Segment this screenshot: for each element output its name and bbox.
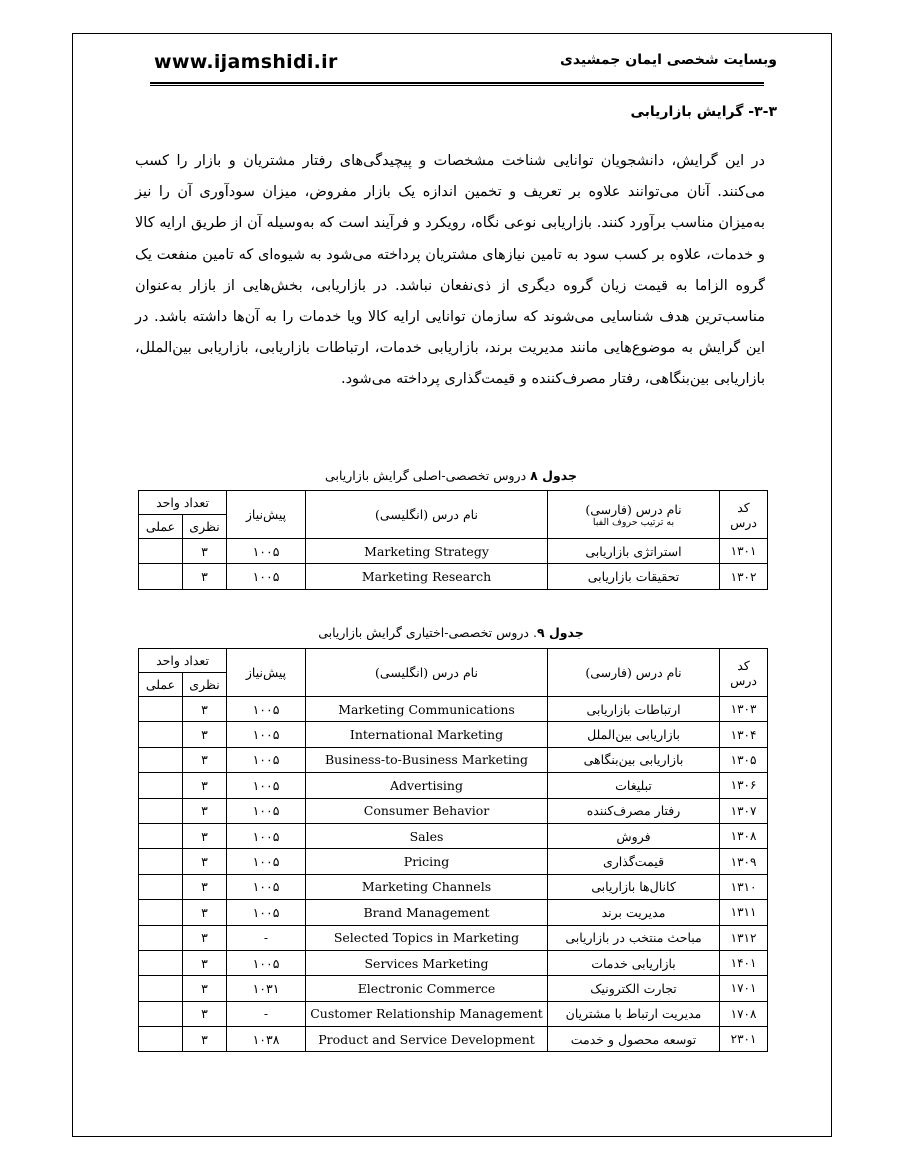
course-prereq: ۱۰۰۵ bbox=[227, 798, 306, 823]
course-name-fa: بازاریابی بین‌الملل bbox=[548, 722, 720, 747]
course-prereq: - bbox=[227, 925, 306, 950]
table8-body bbox=[139, 539, 768, 590]
course-practical-units bbox=[139, 798, 183, 823]
course-prereq: ۱۰۳۱ bbox=[227, 976, 306, 1001]
course-prereq: ۱۰۰۵ bbox=[227, 950, 306, 975]
header-name-fa bbox=[548, 491, 720, 539]
table-row bbox=[139, 773, 768, 798]
header-name-en: نام درس (انگلیسی) bbox=[306, 649, 548, 697]
course-prereq: ۱۰۰۵ bbox=[227, 747, 306, 772]
course-name-fa: تجارت الکترونیک bbox=[548, 976, 720, 1001]
course-prereq: ۱۰۰۵ bbox=[227, 722, 306, 747]
course-code: ۱۳۰۵ bbox=[720, 747, 768, 772]
header-code-line2: درس bbox=[730, 672, 757, 688]
course-prereq: ۱۰۰۵ bbox=[227, 849, 306, 874]
course-practical-units bbox=[139, 539, 183, 564]
course-name-fa: ارتباطات بازاریابی bbox=[548, 697, 720, 722]
header-units: تعداد واحد bbox=[139, 649, 227, 673]
course-theory-units: ۳ bbox=[183, 1001, 227, 1026]
section-heading: ۳-۳- گرایش بازاریابی bbox=[630, 104, 777, 120]
header-code-line1: کد bbox=[737, 499, 750, 515]
course-name-en: Pricing bbox=[306, 849, 548, 874]
course-name-en: Marketing Channels bbox=[306, 874, 548, 899]
course-prereq: - bbox=[227, 1001, 306, 1026]
header-prereq: پیش‌نیاز bbox=[227, 491, 306, 539]
course-theory-units: ۳ bbox=[183, 697, 227, 722]
header-practical: عملی bbox=[139, 515, 183, 539]
course-name-fa: تبلیغات bbox=[548, 773, 720, 798]
course-code: ۱۳۱۰ bbox=[720, 874, 768, 899]
header-code bbox=[720, 649, 768, 697]
header-name-fa: نام درس (فارسی) bbox=[548, 649, 720, 697]
course-theory-units: ۳ bbox=[183, 925, 227, 950]
course-name-fa: تحقیقات بازاریابی bbox=[548, 564, 720, 589]
table8 bbox=[138, 490, 768, 590]
table-row bbox=[139, 900, 768, 925]
course-code: ۲۳۰۱ bbox=[720, 1027, 768, 1052]
course-name-en: Business-to-Business Marketing bbox=[306, 747, 548, 772]
course-name-fa: رفتار مصرف‌کننده bbox=[548, 798, 720, 823]
course-practical-units bbox=[139, 722, 183, 747]
table-row bbox=[139, 722, 768, 747]
course-name-fa: مباحث منتخب در بازاریابی bbox=[548, 925, 720, 950]
course-prereq: ۱۰۰۵ bbox=[227, 773, 306, 798]
course-practical-units bbox=[139, 697, 183, 722]
table9-caption bbox=[136, 625, 766, 640]
table8-caption bbox=[136, 468, 766, 483]
course-practical-units bbox=[139, 773, 183, 798]
course-theory-units: ۳ bbox=[183, 1027, 227, 1052]
header-code-line1: کد bbox=[737, 657, 750, 673]
course-name-en: Marketing Communications bbox=[306, 697, 548, 722]
course-code: ۱۴۰۱ bbox=[720, 950, 768, 975]
course-practical-units bbox=[139, 976, 183, 1001]
table-row bbox=[139, 925, 768, 950]
course-name-en: Electronic Commerce bbox=[306, 976, 548, 1001]
course-theory-units: ۳ bbox=[183, 539, 227, 564]
course-name-en: Product and Service Development bbox=[306, 1027, 548, 1052]
table-row bbox=[139, 747, 768, 772]
table-row bbox=[139, 1027, 768, 1052]
table-row bbox=[139, 950, 768, 975]
course-name-en: Customer Relationship Management bbox=[306, 1001, 548, 1026]
header-practical: عملی bbox=[139, 673, 183, 697]
course-practical-units bbox=[139, 747, 183, 772]
table-row bbox=[139, 823, 768, 848]
course-name-en: Brand Management bbox=[306, 900, 548, 925]
course-code: ۱۳۱۲ bbox=[720, 925, 768, 950]
table-row bbox=[139, 697, 768, 722]
header-rule bbox=[150, 82, 764, 84]
course-practical-units bbox=[139, 849, 183, 874]
course-code: ۱۳۰۲ bbox=[720, 564, 768, 589]
course-name-fa: بازاریابی خدمات bbox=[548, 950, 720, 975]
course-practical-units bbox=[139, 1001, 183, 1026]
course-practical-units bbox=[139, 900, 183, 925]
header-rule-thin bbox=[150, 85, 764, 86]
course-theory-units: ۳ bbox=[183, 747, 227, 772]
course-code: ۱۳۰۴ bbox=[720, 722, 768, 747]
course-code: ۱۳۰۱ bbox=[720, 539, 768, 564]
course-practical-units bbox=[139, 564, 183, 589]
course-code: ۱۳۰۷ bbox=[720, 798, 768, 823]
course-prereq: ۱۰۰۵ bbox=[227, 900, 306, 925]
course-name-fa: فروش bbox=[548, 823, 720, 848]
table9-body bbox=[139, 697, 768, 1052]
course-theory-units: ۳ bbox=[183, 976, 227, 1001]
header-code bbox=[720, 491, 768, 539]
course-name-en: Marketing Research bbox=[306, 564, 548, 589]
course-name-en: International Marketing bbox=[306, 722, 548, 747]
course-prereq: ۱۰۰۵ bbox=[227, 874, 306, 899]
header-name-fa-label: نام درس (فارسی) bbox=[585, 501, 682, 517]
course-code: ۱۳۰۸ bbox=[720, 823, 768, 848]
header-code-line2: درس bbox=[730, 514, 757, 530]
course-practical-units bbox=[139, 1027, 183, 1052]
course-theory-units: ۳ bbox=[183, 849, 227, 874]
header-site-name: وبسایت شخصی ایمان جمشیدی bbox=[560, 52, 777, 68]
course-theory-units: ۳ bbox=[183, 823, 227, 848]
table9 bbox=[138, 648, 768, 1052]
course-practical-units bbox=[139, 925, 183, 950]
table9-caption-text: . دروس تخصصی-اختیاری گرایش بازاریابی bbox=[318, 625, 537, 640]
course-theory-units: ۳ bbox=[183, 564, 227, 589]
course-name-fa: مدیریت برند bbox=[548, 900, 720, 925]
course-code: ۱۷۰۸ bbox=[720, 1001, 768, 1026]
course-name-fa: توسعه محصول و خدمت bbox=[548, 1027, 720, 1052]
course-name-en: Services Marketing bbox=[306, 950, 548, 975]
course-code: ۱۳۰۹ bbox=[720, 849, 768, 874]
course-theory-units: ۳ bbox=[183, 773, 227, 798]
header-prereq: پیش‌نیاز bbox=[227, 649, 306, 697]
table-row bbox=[139, 1001, 768, 1026]
course-name-fa: بازاریابی بین‌بنگاهی bbox=[548, 747, 720, 772]
table-row bbox=[139, 976, 768, 1001]
course-theory-units: ۳ bbox=[183, 950, 227, 975]
course-practical-units bbox=[139, 874, 183, 899]
table-row bbox=[139, 798, 768, 823]
course-practical-units bbox=[139, 823, 183, 848]
course-name-fa: قیمت‌گذاری bbox=[548, 849, 720, 874]
course-name-fa: کانال‌ها بازاریابی bbox=[548, 874, 720, 899]
course-prereq: ۱۰۰۵ bbox=[227, 697, 306, 722]
course-name-en: Sales bbox=[306, 823, 548, 848]
section-paragraph: در این گرایش، دانشجویان توانایی شناخت مشخصات و پیچیدگی‌های رفتار مشتریان و بازار را کسب می‌کنند. آنان می‌توانند علاوه بر تعریف و تخمین اندازه یک بازار مفروض، میزان سودآوری آن را نیز به‌میزان مناسب برآورد کنند. بازاریابی نوعی نگاه، رویکرد و فرآیند است که به‌وسیله آن از طریق ارایه کالا و خدمات، علاوه بر کسب سود به تامین نیازهای مشتریان پرداخته می‌شود به شیوه‌ای که تامین منفعت یک گروه الزاما به قیمت زیان گروه دیگری از ذی‌نفعان نباشد. در بازاریابی، بخش‌هایی از بازار به‌عنوان مناسب‌ترین هدف شناسایی می‌شوند که سازمان توانایی ارایه کالا ویا خدمات را به آن‌ها داشته باشد. در این گرایش به موضوع‌هایی مانند مدیریت برند، بازاریابی خدمات، ارتباطات بازاریابی، بازاریابی بین‌الملل، بازاریابی بین‌بنگاهی، رفتار مصرف‌کننده و قیمت‌گذاری پرداخته می‌شود. bbox=[135, 153, 765, 388]
header-theory: نظری bbox=[183, 673, 227, 697]
course-name-en: Marketing Strategy bbox=[306, 539, 548, 564]
course-name-fa: استراتژی بازاریابی bbox=[548, 539, 720, 564]
table-row bbox=[139, 849, 768, 874]
header-name-fa-sub: به ترتیب حروف الفبا bbox=[592, 516, 675, 528]
course-name-fa: مدیریت ارتباط با مشتریان bbox=[548, 1001, 720, 1026]
course-prereq: ۱۰۰۵ bbox=[227, 823, 306, 848]
course-name-en: Consumer Behavior bbox=[306, 798, 548, 823]
course-practical-units bbox=[139, 950, 183, 975]
course-code: ۱۳۰۳ bbox=[720, 697, 768, 722]
course-code: ۱۳۱۱ bbox=[720, 900, 768, 925]
course-theory-units: ۳ bbox=[183, 874, 227, 899]
course-theory-units: ۳ bbox=[183, 900, 227, 925]
course-theory-units: ۳ bbox=[183, 722, 227, 747]
course-code: ۱۷۰۱ bbox=[720, 976, 768, 1001]
course-prereq: ۱۰۰۵ bbox=[227, 564, 306, 589]
table-row bbox=[139, 874, 768, 899]
course-name-en: Selected Topics in Marketing bbox=[306, 925, 548, 950]
course-prereq: ۱۰۰۵ bbox=[227, 539, 306, 564]
table8-caption-text: دروس تخصصی-اصلی گرایش بازاریابی bbox=[325, 468, 531, 483]
course-theory-units: ۳ bbox=[183, 798, 227, 823]
header-name-en: نام درس (انگلیسی) bbox=[306, 491, 548, 539]
table9-caption-number: جدول ۹ bbox=[536, 625, 584, 640]
header-theory: نظری bbox=[183, 515, 227, 539]
table-row bbox=[139, 539, 768, 564]
header-units: تعداد واحد bbox=[139, 491, 227, 515]
course-code: ۱۳۰۶ bbox=[720, 773, 768, 798]
course-prereq: ۱۰۳۸ bbox=[227, 1027, 306, 1052]
table-row bbox=[139, 564, 768, 589]
header-url: www.ijamshidi.ir bbox=[154, 51, 338, 73]
table8-caption-number: جدول ۸ bbox=[530, 468, 577, 483]
course-name-en: Advertising bbox=[306, 773, 548, 798]
